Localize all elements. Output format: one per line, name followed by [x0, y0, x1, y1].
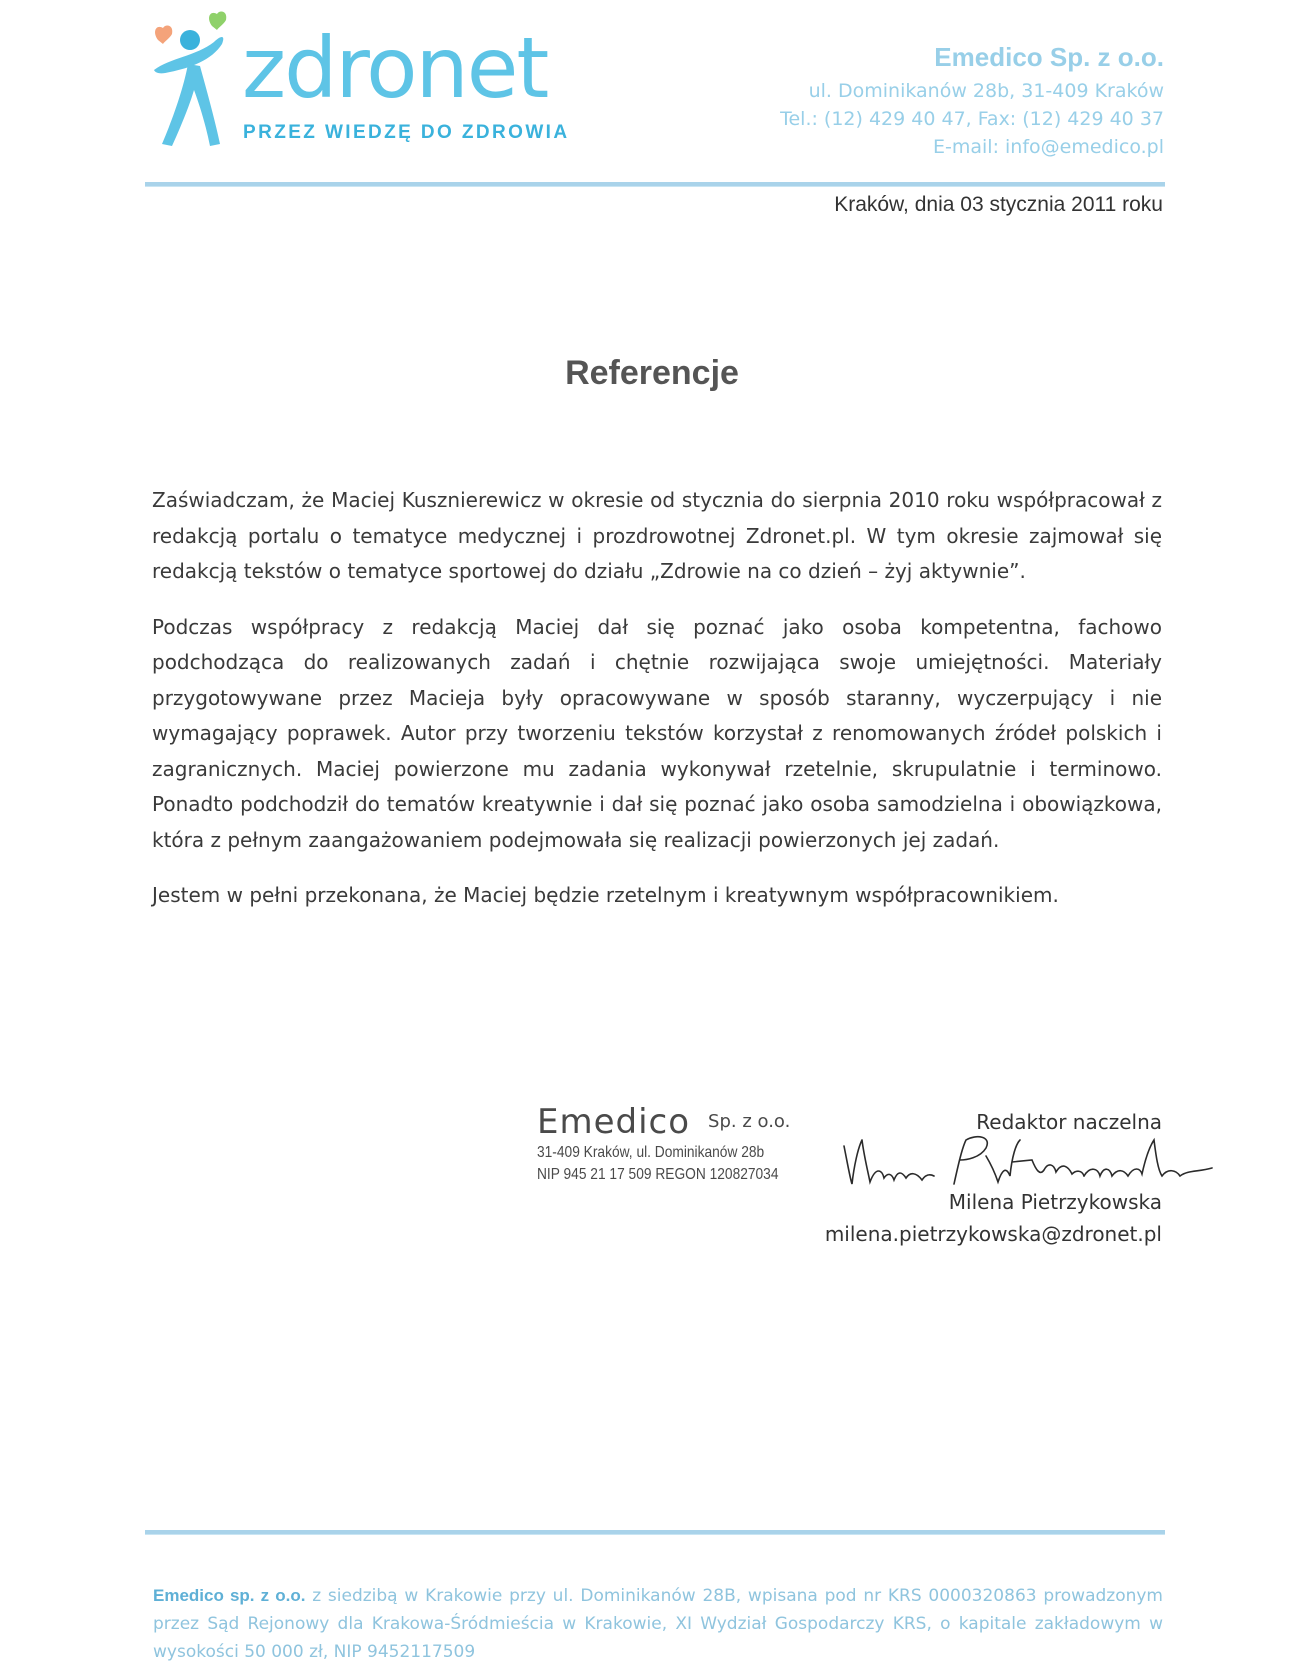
signature-block [825, 1110, 1162, 1250]
stamp-brand: Emedico [537, 1102, 691, 1142]
footer-divider [145, 1530, 1165, 1535]
footer [153, 1582, 1163, 1666]
signer-role: Redaktor naczelna [976, 1110, 1162, 1134]
company-info [780, 42, 1164, 161]
signer-name: Milena Pietrzykowska [948, 1190, 1162, 1214]
zdronet-logo [150, 6, 570, 156]
company-name: Emedico Sp. z o.o. [934, 42, 1164, 72]
stamp-address: 31-409 Kraków, ul. Dominikanów 28b [537, 1144, 765, 1161]
logo-tagline: PRZEZ WIEDZĘ DO ZDROWIA [243, 122, 570, 143]
header-divider [145, 182, 1165, 187]
letter-title: Referencje [565, 354, 739, 392]
footer-text: z siedzibą w Krakowie przy ul. Dominikanów 28B, wpisana pod nr KRS 0000320863 prowadzonym przez Sąd Rejonowy dla Krakowa-Śródmieścia w Krakowie, XI Wydział Gospodarczy KRS, o kapitale zakładowym w wysokości 50 000 zł, NIP 9452117509 [153, 1586, 1163, 1662]
stamp-ids: NIP 945 21 17 509 REGON 120827034 [537, 1166, 779, 1183]
paragraph-1: Zaświadczam, że Maciej Kusznierewicz w okresie od stycznia do sierpnia 2010 roku współpracował z redakcją portalu o tematyce medycznej i prozdrowotnej Zdronet.pl. W tym okresie zajmował się redakcją tekstów o tematyce sportowej do działu „Zdrowie na co dzień – żyj aktywnie”. [152, 488, 1162, 583]
company-phone: Tel.: (12) 429 40 47, Fax: (12) 429 40 37 [780, 108, 1164, 130]
logo-wordmark: zdronet [242, 19, 548, 117]
company-address: ul. Dominikanów 28b, 31-409 Kraków [808, 80, 1164, 102]
paragraph-3: Jestem w pełni przekonana, że Maciej będzie rzetelnym i kreatywnym współpracownikiem. [152, 883, 1059, 907]
company-stamp [537, 1102, 817, 1186]
company-email: E-mail: info@emedico.pl [933, 136, 1164, 158]
letter-body [152, 483, 1162, 934]
stamp-brand-suffix: Sp. z o.o. [708, 1111, 791, 1132]
paragraph-2: Podczas współpracy z redakcją Maciej dał się poznać jako osoba kompetentna, fachowo podchodząca do realizowanych zadań i chętnie rozwijająca swoje umiejętności. Materiały przygotowywane przez Macieja były opracowywane w sposób staranny, wyczerpujący i nie wymagający poprawek. Autor przy tworzeniu tekstów korzystał z renomowanych źródeł polskich i zagranicznych. Maciej powierzone mu zadania wykonywał rzetelnie, skrupulatnie i terminowo. Ponadto podchodził do tematów kreatywnie i dał się poznać jako osoba samodzielna i obowiązkowa, która z pełnym zaangażowaniem podejmowała się realizacji powierzonych jej zadań. [152, 614, 1162, 852]
signer-email: milena.pietrzykowska@zdronet.pl [824, 1222, 1162, 1246]
footer-brand: Emedico sp. z o.o. [153, 1586, 306, 1605]
letter-date: Kraków, dnia 03 stycznia 2011 roku [834, 193, 1163, 216]
